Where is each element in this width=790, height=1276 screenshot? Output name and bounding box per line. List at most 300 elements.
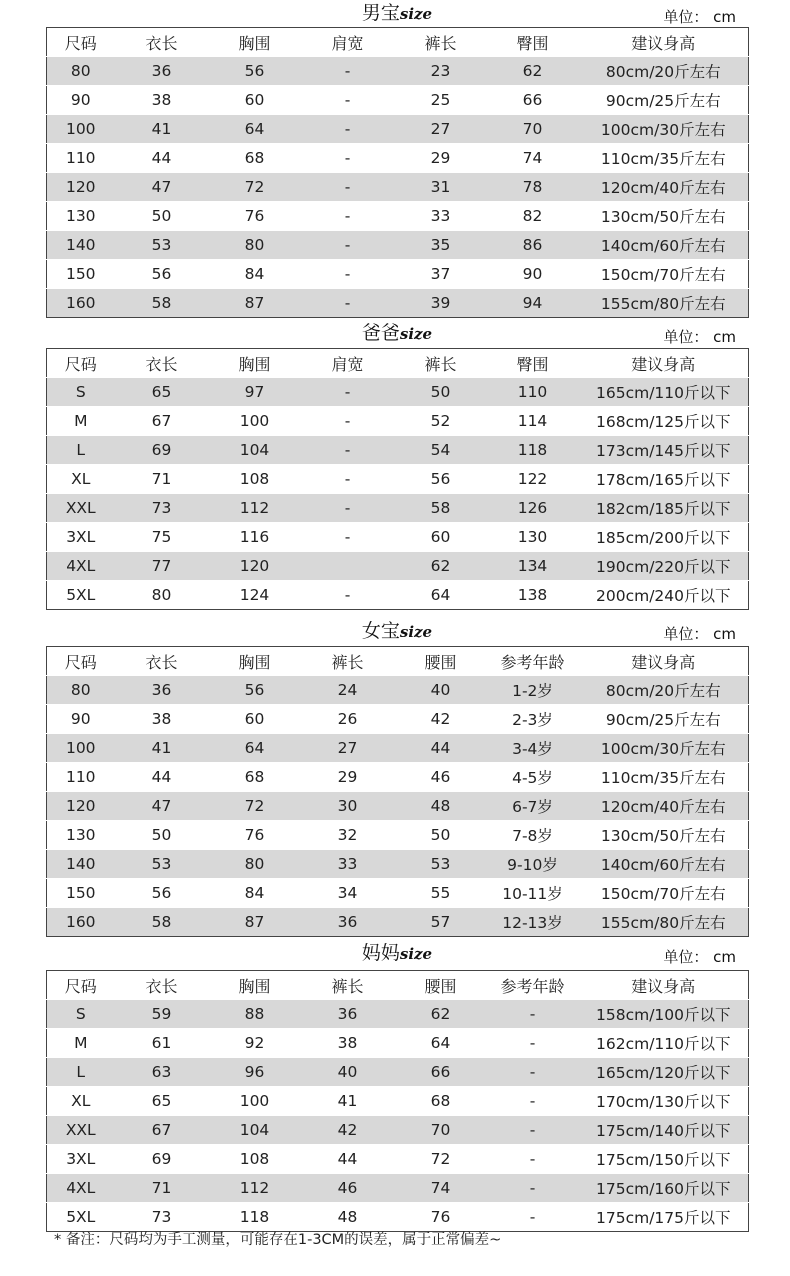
table-cell: 66 — [395, 1058, 487, 1087]
table-cell: 29 — [301, 763, 395, 792]
table-cell: 71 — [115, 1174, 209, 1203]
table-cell: - — [301, 581, 395, 610]
table-cell: - — [301, 260, 395, 289]
table-cell: 94 — [487, 289, 579, 318]
column-header: 胸围 — [209, 971, 301, 1000]
table-cell: 5XL — [47, 1203, 115, 1232]
table-cell: 80 — [47, 57, 115, 86]
table-cell: 10-11岁 — [487, 879, 579, 908]
table-cell: 36 — [301, 908, 395, 937]
table-row — [47, 1029, 749, 1058]
table-cell: 4XL — [47, 552, 115, 581]
table-row — [47, 792, 749, 821]
table-cell: 44 — [115, 144, 209, 173]
table-cell: 56 — [115, 879, 209, 908]
table-cell: 47 — [115, 792, 209, 821]
table-cell: 90 — [47, 86, 115, 115]
table-cell: S — [47, 378, 115, 407]
table-cell — [301, 552, 395, 581]
table-cell: 78 — [487, 173, 579, 202]
column-header: 参考年龄 — [487, 971, 579, 1000]
table-cell: 52 — [395, 407, 487, 436]
table-row — [47, 436, 749, 465]
column-header: 臀围 — [487, 349, 579, 378]
table-cell: 3XL — [47, 523, 115, 552]
table-cell: - — [487, 1145, 579, 1174]
table-cell: 44 — [301, 1145, 395, 1174]
table-cell: 62 — [395, 1000, 487, 1029]
table-cell: M — [47, 1029, 115, 1058]
table-cell: - — [301, 523, 395, 552]
table-header-row — [47, 971, 749, 1000]
table-cell: 76 — [209, 821, 301, 850]
table-cell: 3XL — [47, 1145, 115, 1174]
table-cell: 56 — [209, 676, 301, 705]
table-cell: 44 — [115, 763, 209, 792]
table-cell: 80 — [209, 231, 301, 260]
table-cell: 130cm/50斤左右 — [579, 821, 749, 850]
table-row — [47, 231, 749, 260]
table-cell: 31 — [395, 173, 487, 202]
table-cell: 69 — [115, 436, 209, 465]
table-row — [47, 1087, 749, 1116]
column-header: 胸围 — [209, 349, 301, 378]
table-cell: 55 — [395, 879, 487, 908]
table-cell: 36 — [115, 676, 209, 705]
table-cell: - — [301, 378, 395, 407]
table-row — [47, 908, 749, 937]
table-cell: 48 — [395, 792, 487, 821]
table-cell: 48 — [301, 1203, 395, 1232]
table-cell: 100 — [209, 407, 301, 436]
table-cell: 170cm/130斤以下 — [579, 1087, 749, 1116]
table-cell: 158cm/100斤以下 — [579, 1000, 749, 1029]
table-cell: 53 — [395, 850, 487, 879]
table-cell: 38 — [115, 705, 209, 734]
column-header: 胸围 — [209, 647, 301, 676]
table-cell: 5XL — [47, 581, 115, 610]
table-row — [47, 1145, 749, 1174]
table-cell: 104 — [209, 436, 301, 465]
table-cell: XL — [47, 1087, 115, 1116]
table-cell: 27 — [395, 115, 487, 144]
table-cell: 26 — [301, 705, 395, 734]
table-cell: 80cm/20斤左右 — [579, 57, 749, 86]
table-cell: 110 — [47, 763, 115, 792]
table-cell: 80 — [47, 676, 115, 705]
table-cell: 86 — [487, 231, 579, 260]
table-cell: 84 — [209, 260, 301, 289]
table-cell: 108 — [209, 1145, 301, 1174]
table-cell: 150cm/70斤左右 — [579, 879, 749, 908]
table-cell: 67 — [115, 1116, 209, 1145]
table-cell: 2-3岁 — [487, 705, 579, 734]
table-cell: 155cm/80斤左右 — [579, 289, 749, 318]
table-cell: 104 — [209, 1116, 301, 1145]
section-title: 女宝size — [361, 620, 433, 642]
table-cell: 122 — [487, 465, 579, 494]
table-cell: 120 — [47, 792, 115, 821]
table-cell: 80 — [209, 850, 301, 879]
table-cell: - — [301, 289, 395, 318]
unit-label: 单位： cm — [663, 328, 736, 346]
table-cell: 62 — [395, 552, 487, 581]
table-cell: 150 — [47, 879, 115, 908]
table-cell: 50 — [115, 821, 209, 850]
table-cell: 130 — [47, 202, 115, 231]
table-cell: 76 — [209, 202, 301, 231]
table-cell: 112 — [209, 494, 301, 523]
column-header: 尺码 — [47, 28, 115, 57]
table-cell: 140cm/60斤左右 — [579, 850, 749, 879]
table-cell: 100 — [47, 734, 115, 763]
table-cell: 114 — [487, 407, 579, 436]
table-row — [47, 523, 749, 552]
table-cell: 71 — [115, 465, 209, 494]
table-row — [47, 260, 749, 289]
table-cell: S — [47, 1000, 115, 1029]
column-header: 衣长 — [115, 971, 209, 1000]
table-cell: 4XL — [47, 1174, 115, 1203]
table-cell: 138 — [487, 581, 579, 610]
table-cell: 160 — [47, 908, 115, 937]
table-cell: 4-5岁 — [487, 763, 579, 792]
unit-label: 单位： cm — [663, 948, 736, 966]
table-cell: 96 — [209, 1058, 301, 1087]
table-cell: L — [47, 1058, 115, 1087]
table-cell: 46 — [301, 1174, 395, 1203]
table-header-row — [47, 349, 749, 378]
table-cell: 70 — [395, 1116, 487, 1145]
table-cell: 168cm/125斤以下 — [579, 407, 749, 436]
table-row — [47, 86, 749, 115]
column-header: 裤长 — [395, 28, 487, 57]
table-cell: 73 — [115, 494, 209, 523]
table-cell: 62 — [487, 57, 579, 86]
table-cell: 140 — [47, 231, 115, 260]
table-cell: 50 — [395, 821, 487, 850]
table-cell: 100 — [47, 115, 115, 144]
table-cell: 68 — [209, 763, 301, 792]
table-cell: 87 — [209, 908, 301, 937]
table-cell: L — [47, 436, 115, 465]
column-header: 臀围 — [487, 28, 579, 57]
table-cell: 25 — [395, 86, 487, 115]
table-cell: 90 — [47, 705, 115, 734]
table-header-row — [47, 28, 749, 57]
size-table — [46, 646, 749, 937]
unit-label: 单位： cm — [663, 625, 736, 643]
table-cell: 37 — [395, 260, 487, 289]
table-cell: - — [301, 465, 395, 494]
table-cell: 60 — [209, 705, 301, 734]
column-header: 胸围 — [209, 28, 301, 57]
column-header: 裤长 — [301, 971, 395, 1000]
table-cell: 64 — [209, 734, 301, 763]
table-cell: 72 — [395, 1145, 487, 1174]
table-cell: 76 — [395, 1203, 487, 1232]
table-cell: 108 — [209, 465, 301, 494]
table-cell: 74 — [487, 144, 579, 173]
table-row — [47, 1116, 749, 1145]
column-header: 建议身高 — [579, 971, 749, 1000]
column-header: 参考年龄 — [487, 647, 579, 676]
table-cell: 70 — [487, 115, 579, 144]
table-cell: 124 — [209, 581, 301, 610]
table-cell: 38 — [301, 1029, 395, 1058]
table-cell: 165cm/110斤以下 — [579, 378, 749, 407]
table-cell: 175cm/140斤以下 — [579, 1116, 749, 1145]
table-cell: 140 — [47, 850, 115, 879]
table-cell: 182cm/185斤以下 — [579, 494, 749, 523]
table-cell: 73 — [115, 1203, 209, 1232]
table-row — [47, 144, 749, 173]
table-cell: 34 — [301, 879, 395, 908]
section-title: 妈妈size — [361, 942, 433, 964]
column-header: 衣长 — [115, 647, 209, 676]
table-cell: 68 — [395, 1087, 487, 1116]
table-cell: XL — [47, 465, 115, 494]
table-cell: 54 — [395, 436, 487, 465]
table-cell: 97 — [209, 378, 301, 407]
table-cell: 126 — [487, 494, 579, 523]
table-cell: - — [301, 144, 395, 173]
table-cell: 64 — [395, 581, 487, 610]
table-cell: 165cm/120斤以下 — [579, 1058, 749, 1087]
table-cell: 3-4岁 — [487, 734, 579, 763]
table-cell: 80 — [115, 581, 209, 610]
table-cell: 46 — [395, 763, 487, 792]
table-cell: - — [487, 1058, 579, 1087]
table-cell: 90cm/25斤左右 — [579, 705, 749, 734]
table-cell: 120 — [47, 173, 115, 202]
table-cell: - — [301, 407, 395, 436]
table-cell: 112 — [209, 1174, 301, 1203]
table-cell: 32 — [301, 821, 395, 850]
column-header: 衣长 — [115, 28, 209, 57]
table-row — [47, 705, 749, 734]
column-header: 衣长 — [115, 349, 209, 378]
table-cell: - — [487, 1087, 579, 1116]
table-cell: 130cm/50斤左右 — [579, 202, 749, 231]
table-cell: 118 — [209, 1203, 301, 1232]
table-row — [47, 494, 749, 523]
table-cell: 155cm/80斤左右 — [579, 908, 749, 937]
table-cell: 56 — [395, 465, 487, 494]
table-row — [47, 850, 749, 879]
section-title: 男宝size — [361, 2, 433, 24]
table-cell: 150cm/70斤左右 — [579, 260, 749, 289]
table-cell: 200cm/240斤以下 — [579, 581, 749, 610]
table-cell: 185cm/200斤以下 — [579, 523, 749, 552]
table-cell: 110cm/35斤左右 — [579, 763, 749, 792]
table-cell: 116 — [209, 523, 301, 552]
table-cell: 36 — [115, 57, 209, 86]
table-cell: 72 — [209, 792, 301, 821]
table-cell: - — [301, 231, 395, 260]
table-cell: - — [487, 1000, 579, 1029]
table-cell: 53 — [115, 850, 209, 879]
table-cell: - — [487, 1203, 579, 1232]
table-cell: 64 — [395, 1029, 487, 1058]
table-cell: 90 — [487, 260, 579, 289]
table-row — [47, 676, 749, 705]
unit-label: 单位： cm — [663, 8, 736, 26]
table-cell: 65 — [115, 378, 209, 407]
table-cell: - — [487, 1116, 579, 1145]
table-cell: 130 — [487, 523, 579, 552]
table-row — [47, 879, 749, 908]
column-header: 建议身高 — [579, 349, 749, 378]
table-row — [47, 552, 749, 581]
table-cell: 100cm/30斤左右 — [579, 115, 749, 144]
table-cell: 80cm/20斤左右 — [579, 676, 749, 705]
table-cell: 65 — [115, 1087, 209, 1116]
table-cell: 100 — [209, 1087, 301, 1116]
table-cell: 39 — [395, 289, 487, 318]
column-header: 腰围 — [395, 971, 487, 1000]
footnote: * 备注：尺码均为手工测量，可能存在1-3CM的误差，属于正常偏差~ — [54, 1232, 502, 1248]
table-cell: 58 — [115, 289, 209, 318]
table-cell: 42 — [395, 705, 487, 734]
table-cell: - — [487, 1029, 579, 1058]
table-cell: 38 — [115, 86, 209, 115]
table-cell: 120cm/40斤左右 — [579, 792, 749, 821]
table-cell: - — [301, 494, 395, 523]
table-cell: 190cm/220斤以下 — [579, 552, 749, 581]
table-cell: 92 — [209, 1029, 301, 1058]
column-header: 腰围 — [395, 647, 487, 676]
table-row — [47, 378, 749, 407]
section-title: 爸爸size — [361, 322, 433, 344]
table-cell: 175cm/175斤以下 — [579, 1203, 749, 1232]
table-cell: - — [301, 86, 395, 115]
column-header: 建议身高 — [579, 28, 749, 57]
table-cell: 1-2岁 — [487, 676, 579, 705]
table-cell: 41 — [115, 734, 209, 763]
table-cell: 59 — [115, 1000, 209, 1029]
column-header: 裤长 — [395, 349, 487, 378]
table-cell: 40 — [395, 676, 487, 705]
table-cell: 35 — [395, 231, 487, 260]
table-cell: 130 — [47, 821, 115, 850]
column-header: 裤长 — [301, 647, 395, 676]
table-row — [47, 173, 749, 202]
table-cell: 27 — [301, 734, 395, 763]
table-cell: 50 — [115, 202, 209, 231]
table-cell: 74 — [395, 1174, 487, 1203]
table-cell: 110 — [47, 144, 115, 173]
table-cell: 41 — [115, 115, 209, 144]
table-cell: 7-8岁 — [487, 821, 579, 850]
table-cell: 40 — [301, 1058, 395, 1087]
table-cell: 162cm/110斤以下 — [579, 1029, 749, 1058]
table-cell: 67 — [115, 407, 209, 436]
table-row — [47, 763, 749, 792]
table-cell: 9-10岁 — [487, 850, 579, 879]
table-cell: 69 — [115, 1145, 209, 1174]
size-table — [46, 27, 749, 318]
table-cell: 50 — [395, 378, 487, 407]
table-cell: 42 — [301, 1116, 395, 1145]
table-row — [47, 465, 749, 494]
table-cell: 33 — [301, 850, 395, 879]
table-cell: 23 — [395, 57, 487, 86]
table-row — [47, 581, 749, 610]
table-cell: 175cm/160斤以下 — [579, 1174, 749, 1203]
table-cell: 63 — [115, 1058, 209, 1087]
table-cell: - — [301, 57, 395, 86]
table-row — [47, 115, 749, 144]
table-cell: 53 — [115, 231, 209, 260]
column-header: 尺码 — [47, 647, 115, 676]
table-cell: 87 — [209, 289, 301, 318]
table-cell: 64 — [209, 115, 301, 144]
table-cell: - — [301, 202, 395, 231]
table-cell: 47 — [115, 173, 209, 202]
table-cell: 110 — [487, 378, 579, 407]
table-cell: 56 — [209, 57, 301, 86]
table-cell: 82 — [487, 202, 579, 231]
table-row — [47, 57, 749, 86]
table-cell: XXL — [47, 494, 115, 523]
table-cell: 12-13岁 — [487, 908, 579, 937]
table-cell: - — [487, 1174, 579, 1203]
table-cell: 33 — [395, 202, 487, 231]
table-row — [47, 202, 749, 231]
table-header-row — [47, 647, 749, 676]
table-cell: 60 — [209, 86, 301, 115]
table-cell: 140cm/60斤左右 — [579, 231, 749, 260]
column-header: 肩宽 — [301, 349, 395, 378]
table-cell: 118 — [487, 436, 579, 465]
size-table — [46, 348, 749, 610]
table-cell: 90cm/25斤左右 — [579, 86, 749, 115]
table-cell: 44 — [395, 734, 487, 763]
table-cell: M — [47, 407, 115, 436]
table-cell: 24 — [301, 676, 395, 705]
column-header: 尺码 — [47, 971, 115, 1000]
table-cell: 84 — [209, 879, 301, 908]
table-cell: 134 — [487, 552, 579, 581]
table-cell: 56 — [115, 260, 209, 289]
table-cell: 77 — [115, 552, 209, 581]
table-cell: 175cm/150斤以下 — [579, 1145, 749, 1174]
column-header: 尺码 — [47, 349, 115, 378]
table-cell: 120cm/40斤左右 — [579, 173, 749, 202]
table-cell: 58 — [115, 908, 209, 937]
table-cell: 150 — [47, 260, 115, 289]
table-row — [47, 1174, 749, 1203]
table-row — [47, 1000, 749, 1029]
table-row — [47, 289, 749, 318]
table-cell: 68 — [209, 144, 301, 173]
table-cell: 29 — [395, 144, 487, 173]
table-cell: - — [301, 173, 395, 202]
table-cell: 41 — [301, 1087, 395, 1116]
table-cell: 30 — [301, 792, 395, 821]
table-cell: XXL — [47, 1116, 115, 1145]
table-cell: 6-7岁 — [487, 792, 579, 821]
table-cell: 120 — [209, 552, 301, 581]
size-table — [46, 970, 749, 1232]
table-row — [47, 407, 749, 436]
table-row — [47, 821, 749, 850]
table-cell: 66 — [487, 86, 579, 115]
table-cell: 100cm/30斤左右 — [579, 734, 749, 763]
table-row — [47, 1058, 749, 1087]
table-cell: 173cm/145斤以下 — [579, 436, 749, 465]
